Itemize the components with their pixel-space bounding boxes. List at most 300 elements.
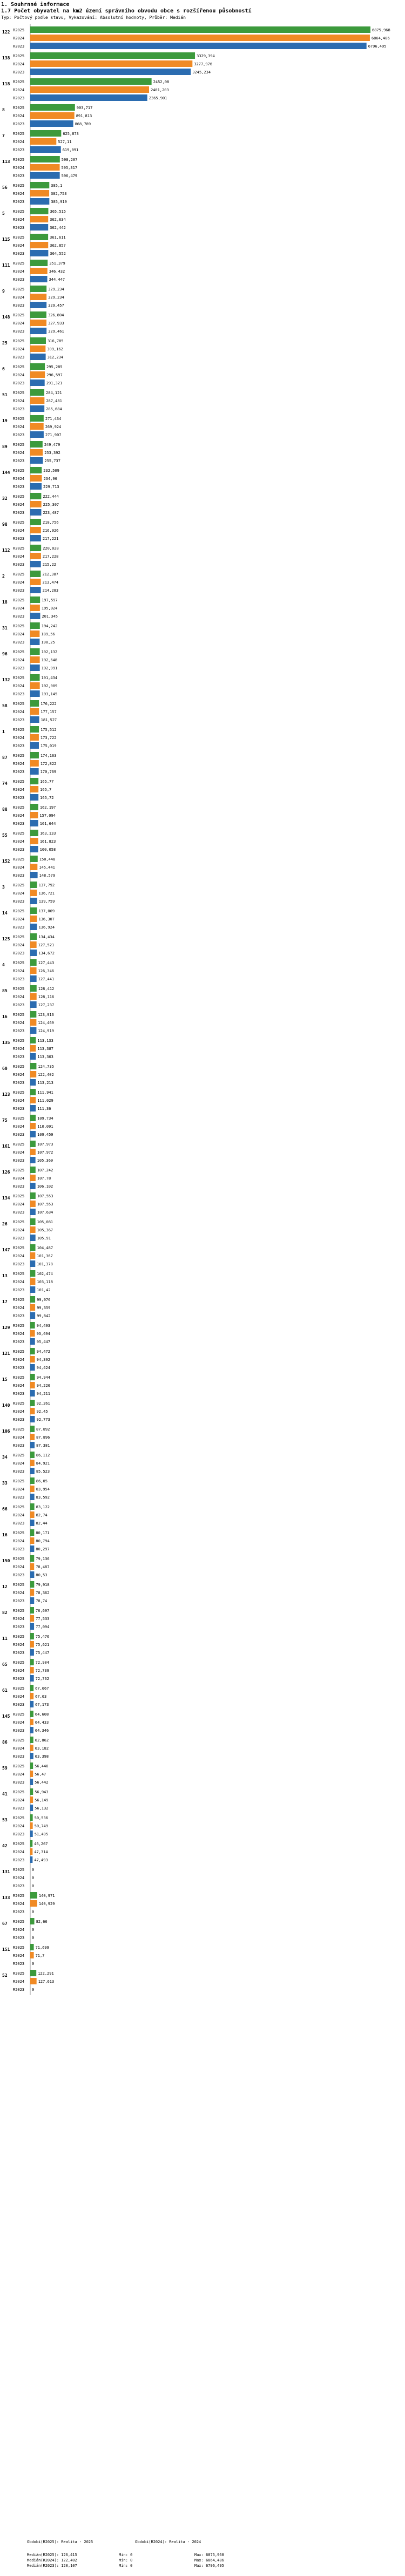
series-label: R2024 <box>13 269 25 274</box>
series-label: R2023 <box>13 1962 25 1966</box>
data-label: 107,972 <box>37 1150 53 1155</box>
series-label: R2025 <box>13 1583 25 1587</box>
data-label: 362,857 <box>50 243 66 248</box>
series-label: R2025 <box>13 1194 25 1198</box>
data-label: 107,553 <box>37 1202 53 1206</box>
bar <box>30 1183 36 1189</box>
data-label: 326,804 <box>48 313 64 317</box>
series-label: R2023 <box>13 1884 25 1888</box>
data-label: 157,094 <box>39 814 56 818</box>
series-label: R2025 <box>13 287 25 292</box>
data-label: 47,493 <box>34 1858 48 1862</box>
category-label: 111 <box>2 263 10 268</box>
series-label: R2023 <box>13 459 25 463</box>
data-label: 269,924 <box>45 425 62 429</box>
series-label: R2023 <box>13 355 25 360</box>
bar <box>30 1089 36 1095</box>
series-label: R2025 <box>13 235 25 240</box>
data-label: 160,058 <box>39 848 56 852</box>
bar <box>30 26 370 33</box>
data-label: 56,132 <box>35 1806 49 1811</box>
series-label: R2025 <box>13 1090 25 1095</box>
bar <box>30 1218 36 1225</box>
series-label: R2024 <box>13 1358 25 1362</box>
data-label: 194,242 <box>41 624 58 628</box>
series-label: R2025 <box>13 1013 25 1017</box>
data-label: 72,739 <box>35 1669 49 1673</box>
series-label: R2023 <box>13 1832 25 1836</box>
category-label: 55 <box>2 833 8 838</box>
data-label: 220,028 <box>43 546 59 551</box>
category-label: 88 <box>2 807 8 812</box>
bar <box>30 1892 37 1899</box>
data-label: 364,552 <box>50 252 66 256</box>
series-label: R2024 <box>13 917 25 921</box>
bar <box>30 1822 33 1829</box>
bar <box>30 328 46 334</box>
bar <box>30 1286 35 1293</box>
series-label: R2024 <box>13 1565 25 1569</box>
data-label: 101,367 <box>37 1254 53 1258</box>
bar <box>30 172 60 179</box>
bar <box>30 1460 35 1466</box>
category-label: 31 <box>2 626 8 631</box>
data-label: 80,171 <box>36 1531 50 1535</box>
series-label: R2025 <box>13 1738 25 1743</box>
data-label: 253,392 <box>44 451 60 455</box>
series-label: R2025 <box>13 1401 25 1406</box>
data-label: 99,359 <box>37 1306 51 1310</box>
series-label: R2023 <box>13 1340 25 1344</box>
data-label: 78,362 <box>36 1591 50 1595</box>
series-label: R2024 <box>13 1047 25 1051</box>
series-label: R2024 <box>13 736 25 740</box>
data-label: 64,608 <box>35 1712 49 1717</box>
series-label: R2025 <box>13 909 25 913</box>
category-label: 131 <box>2 1869 10 1874</box>
bar <box>30 1978 37 1984</box>
bar <box>30 1675 34 1682</box>
series-label: R2025 <box>13 1609 25 1613</box>
series-label: R2023 <box>13 70 25 74</box>
bar <box>30 924 37 930</box>
bar <box>30 345 45 352</box>
series-label: R2025 <box>13 1790 25 1794</box>
data-label: 113,133 <box>37 1039 53 1043</box>
data-label: 106,102 <box>37 1184 53 1189</box>
bar <box>30 1745 33 1751</box>
data-label: 173,722 <box>40 736 57 740</box>
bar <box>30 674 40 681</box>
bar <box>30 1364 35 1371</box>
series-label: R2023 <box>13 640 25 645</box>
data-label: 212,387 <box>42 572 58 577</box>
category-label: 12 <box>2 1584 8 1589</box>
category-label: 87 <box>2 755 8 760</box>
series-label: R2024 <box>13 528 25 533</box>
data-label: 92,45 <box>36 1409 48 1414</box>
data-label: 109,734 <box>37 1116 53 1121</box>
series-label: R2023 <box>13 770 25 774</box>
bar <box>30 812 38 818</box>
series-label: R2023 <box>13 1055 25 1059</box>
category-label: 147 <box>2 1248 10 1252</box>
data-label: 165,7 <box>40 788 52 792</box>
bar <box>30 993 37 1000</box>
category-label: 25 <box>2 341 8 345</box>
series-label: R2025 <box>13 702 25 706</box>
category-label: 126 <box>2 1170 10 1175</box>
data-label: 0 <box>32 1928 35 1932</box>
bar <box>30 579 41 585</box>
series-label: R2025 <box>13 1894 25 1898</box>
series-label: R2024 <box>13 1824 25 1828</box>
series-label: R2023 <box>13 407 25 411</box>
bar <box>30 1737 33 1743</box>
data-label: 105,91 <box>37 1236 51 1240</box>
bar <box>30 1685 33 1691</box>
series-label: R2025 <box>13 443 25 447</box>
bar <box>30 950 37 956</box>
series-label: R2024 <box>13 762 25 766</box>
bar <box>30 933 37 940</box>
bar <box>30 449 43 456</box>
series-label: R2024 <box>13 1746 25 1751</box>
bar <box>30 1641 34 1648</box>
bar <box>30 1537 34 1544</box>
data-label: 163,133 <box>39 831 56 836</box>
chart-subtitle: Typ: Počtový podle stavu, Vykazování: Absolutní hodnoty, Průběr: Medián <box>1 15 186 20</box>
data-label: 84,921 <box>36 1461 50 1466</box>
series-label: R2023 <box>13 873 25 878</box>
bar <box>30 198 49 205</box>
bar <box>30 1123 36 1129</box>
data-label: 50,749 <box>34 1824 48 1828</box>
series-label: R2023 <box>13 1728 25 1733</box>
data-label: 161,644 <box>39 822 56 826</box>
category-label: 82 <box>2 1610 8 1615</box>
data-label: 362,442 <box>50 226 66 230</box>
data-label: 87,381 <box>36 1443 50 1448</box>
series-label: R2025 <box>13 1816 25 1820</box>
bar <box>30 1330 35 1337</box>
data-label: 6796,495 <box>368 44 387 49</box>
series-label: R2024 <box>13 1332 25 1336</box>
category-label: 32 <box>2 496 8 501</box>
series-label: R2024 <box>13 814 25 818</box>
data-label: 99,842 <box>37 1314 51 1318</box>
data-label: 351,379 <box>49 261 65 266</box>
bar <box>30 726 39 733</box>
data-label: 3329,394 <box>197 54 215 58</box>
bar <box>30 1278 35 1285</box>
bar <box>30 553 41 559</box>
bar <box>30 1348 35 1354</box>
bar <box>30 224 48 231</box>
data-label: 213,474 <box>42 580 59 585</box>
bar <box>30 379 45 386</box>
series-label: R2023 <box>13 1236 25 1240</box>
max-2024: Max: 6864,486 <box>194 2558 224 2563</box>
data-label: 82,66 <box>36 1920 48 1924</box>
bar <box>30 371 45 378</box>
series-label: R2023 <box>13 666 25 670</box>
bar <box>30 1814 33 1821</box>
series-label: R2024 <box>13 580 25 585</box>
bar <box>30 1001 37 1008</box>
bar <box>30 1071 36 1077</box>
category-label: 4 <box>2 962 5 967</box>
bar <box>30 742 39 749</box>
data-label: 175,019 <box>40 744 57 748</box>
series-label: R2023 <box>13 1521 25 1526</box>
bar <box>30 78 152 85</box>
series-label: R2024 <box>13 243 25 248</box>
series-label: R2023 <box>13 588 25 593</box>
bar <box>30 1701 33 1707</box>
series-label: R2025 <box>13 494 25 499</box>
category-label: 106 <box>2 1429 10 1434</box>
data-label: 46,267 <box>34 1842 48 1846</box>
data-label: 56,943 <box>35 1790 49 1794</box>
data-label: 124,469 <box>38 1021 54 1025</box>
data-label: 365,515 <box>50 209 66 214</box>
data-label: 195,024 <box>41 606 58 611</box>
series-label: R2024 <box>13 503 25 507</box>
bar <box>30 509 41 516</box>
median-2025: Medián(R2025): 126,415 <box>27 2553 77 2557</box>
series-label: R2025 <box>13 1842 25 1846</box>
data-label: 225,307 <box>43 503 59 507</box>
data-label: 134,434 <box>38 935 55 939</box>
data-label: 3245,234 <box>192 70 211 74</box>
bar <box>30 120 73 127</box>
data-label: 229,713 <box>43 485 59 489</box>
bar <box>30 1719 33 1725</box>
series-label: R2023 <box>13 1443 25 1448</box>
data-label: 109,459 <box>37 1133 53 1137</box>
series-label: R2024 <box>13 114 25 118</box>
bar <box>30 1175 36 1181</box>
bar <box>30 1244 36 1251</box>
category-label: 122 <box>2 30 10 35</box>
bar <box>30 907 37 914</box>
series-label: R2024 <box>13 995 25 999</box>
data-label: 0 <box>32 1876 35 1880</box>
data-label: 67,067 <box>35 1686 49 1691</box>
data-label: 86,112 <box>36 1453 50 1458</box>
data-label: 192,132 <box>41 650 58 654</box>
series-label: R2024 <box>13 969 25 973</box>
bar <box>30 1788 33 1795</box>
bar <box>30 1503 35 1510</box>
category-label: 51 <box>2 392 8 397</box>
series-label: R2023 <box>13 1599 25 1603</box>
bar <box>30 1762 33 1769</box>
data-label: 94,472 <box>36 1350 50 1354</box>
bar <box>30 146 61 153</box>
bar <box>30 1434 35 1440</box>
bar <box>30 1416 35 1422</box>
series-label: R2025 <box>13 546 25 551</box>
data-label: 127,521 <box>38 943 55 947</box>
bar <box>30 94 147 101</box>
series-label: R2023 <box>13 511 25 515</box>
series-label: R2024 <box>13 36 25 40</box>
data-label: 329,234 <box>48 287 64 292</box>
bar <box>30 1511 35 1518</box>
bar <box>30 441 43 448</box>
bar <box>30 535 41 541</box>
data-label: 201,345 <box>42 614 58 619</box>
series-label: R2023 <box>13 303 25 308</box>
category-label: 41 <box>2 1792 8 1797</box>
bar <box>30 778 38 784</box>
bar <box>30 1322 35 1328</box>
bar <box>30 1477 35 1484</box>
series-label: R2024 <box>13 1669 25 1673</box>
bar <box>30 975 37 982</box>
bar <box>30 1079 36 1086</box>
series-label: R2025 <box>13 261 25 266</box>
data-label: 312,234 <box>47 355 64 360</box>
series-label: R2025 <box>13 961 25 965</box>
series-label: R2025 <box>13 598 25 602</box>
series-label: R2024 <box>13 347 25 351</box>
data-label: 77,094 <box>36 1625 50 1629</box>
data-label: 126,346 <box>38 969 55 973</box>
series-label: R2024 <box>13 1409 25 1414</box>
series-label: R2024 <box>13 1850 25 1854</box>
data-label: 75,447 <box>35 1651 50 1655</box>
data-label: 128,116 <box>38 995 55 999</box>
series-label: R2023 <box>13 1754 25 1759</box>
data-label: 101,378 <box>37 1262 53 1266</box>
series-label: R2024 <box>13 1435 25 1440</box>
bar <box>30 882 37 888</box>
series-label: R2024 <box>13 1954 25 1958</box>
bar <box>30 1270 35 1277</box>
bar <box>30 1555 34 1562</box>
data-label: 217,228 <box>42 554 59 559</box>
series-label: R2025 <box>13 1116 25 1121</box>
category-label: 125 <box>2 937 10 941</box>
series-label: R2023 <box>13 148 25 152</box>
bar <box>30 648 40 655</box>
data-label: 291,321 <box>46 381 63 385</box>
category-label: 135 <box>2 1040 10 1045</box>
data-label: 127,613 <box>38 1980 55 1984</box>
data-label: 161,823 <box>39 839 56 844</box>
series-label: R2024 <box>13 1306 25 1310</box>
data-label: 78,487 <box>36 1565 50 1569</box>
bar <box>30 1771 33 1777</box>
data-label: 136,924 <box>38 925 55 930</box>
series-label: R2025 <box>13 1168 25 1172</box>
bar <box>30 1235 36 1241</box>
category-label: 67 <box>2 1921 8 1926</box>
data-label: 174,163 <box>40 754 57 758</box>
series-label: R2023 <box>13 277 25 282</box>
data-label: 191,434 <box>41 676 58 680</box>
bar <box>30 1037 36 1043</box>
category-label: 85 <box>2 988 8 993</box>
bar <box>30 1779 33 1785</box>
bar <box>30 656 40 663</box>
bar <box>30 405 44 412</box>
min-2025: Min: 0 <box>119 2553 133 2557</box>
series-label: R2024 <box>13 1124 25 1129</box>
series-label: R2023 <box>13 1677 25 1681</box>
category-label: 16 <box>2 1014 8 1019</box>
bar <box>30 1045 36 1052</box>
series-label: R2024 <box>13 1694 25 1699</box>
data-label: 385,919 <box>51 200 67 204</box>
bar <box>30 941 37 948</box>
data-label: 2452,08 <box>153 80 170 84</box>
series-label: R2023 <box>13 1936 25 1940</box>
series-label: R2025 <box>13 54 25 58</box>
bar <box>30 768 39 775</box>
category-label: 9 <box>2 289 5 294</box>
series-label: R2024 <box>13 425 25 429</box>
bar <box>30 363 45 370</box>
bar <box>30 1848 32 1855</box>
data-label: 176,222 <box>40 702 57 706</box>
series-label: R2024 <box>13 1772 25 1777</box>
bar <box>30 286 46 292</box>
category-label: 3 <box>2 885 5 890</box>
data-label: 625,873 <box>63 132 79 136</box>
data-label: 0 <box>32 1884 35 1888</box>
series-label: R2024 <box>13 1202 25 1206</box>
series-label: R2024 <box>13 1487 25 1492</box>
series-label: R2025 <box>13 520 25 525</box>
data-label: 105,369 <box>37 1158 53 1163</box>
bar <box>30 268 48 274</box>
category-label: 121 <box>2 1351 10 1356</box>
data-label: 124,735 <box>38 1065 54 1069</box>
data-label: 56,149 <box>35 1798 49 1802</box>
data-label: 361,611 <box>50 235 66 240</box>
data-label: 6875,968 <box>372 28 390 32</box>
series-label: R2025 <box>13 132 25 136</box>
series-label: R2023 <box>13 329 25 334</box>
data-label: 296,597 <box>46 373 63 377</box>
data-label: 128,412 <box>38 987 55 991</box>
series-label: R2023 <box>13 1288 25 1292</box>
series-label: R2023 <box>13 692 25 696</box>
data-label: 104,487 <box>37 1246 53 1250</box>
bar <box>30 639 39 645</box>
category-label: 61 <box>2 1688 8 1693</box>
series-label: R2025 <box>13 857 25 862</box>
series-label: R2023 <box>13 1003 25 1007</box>
data-label: 86,05 <box>36 1479 48 1483</box>
bar <box>30 1296 35 1303</box>
bar <box>30 786 38 792</box>
legend-r2025: Období(R2025): Realita - 2025 <box>27 2540 93 2544</box>
bar <box>30 587 41 593</box>
data-label: 362,634 <box>50 218 66 222</box>
category-label: 19 <box>2 418 8 423</box>
category-label: 2 <box>2 574 5 579</box>
series-label: R2025 <box>13 1375 25 1380</box>
data-label: 87,892 <box>36 1427 50 1432</box>
series-label: R2025 <box>13 987 25 991</box>
data-label: 76,697 <box>36 1609 50 1613</box>
data-label: 92,773 <box>36 1418 50 1422</box>
